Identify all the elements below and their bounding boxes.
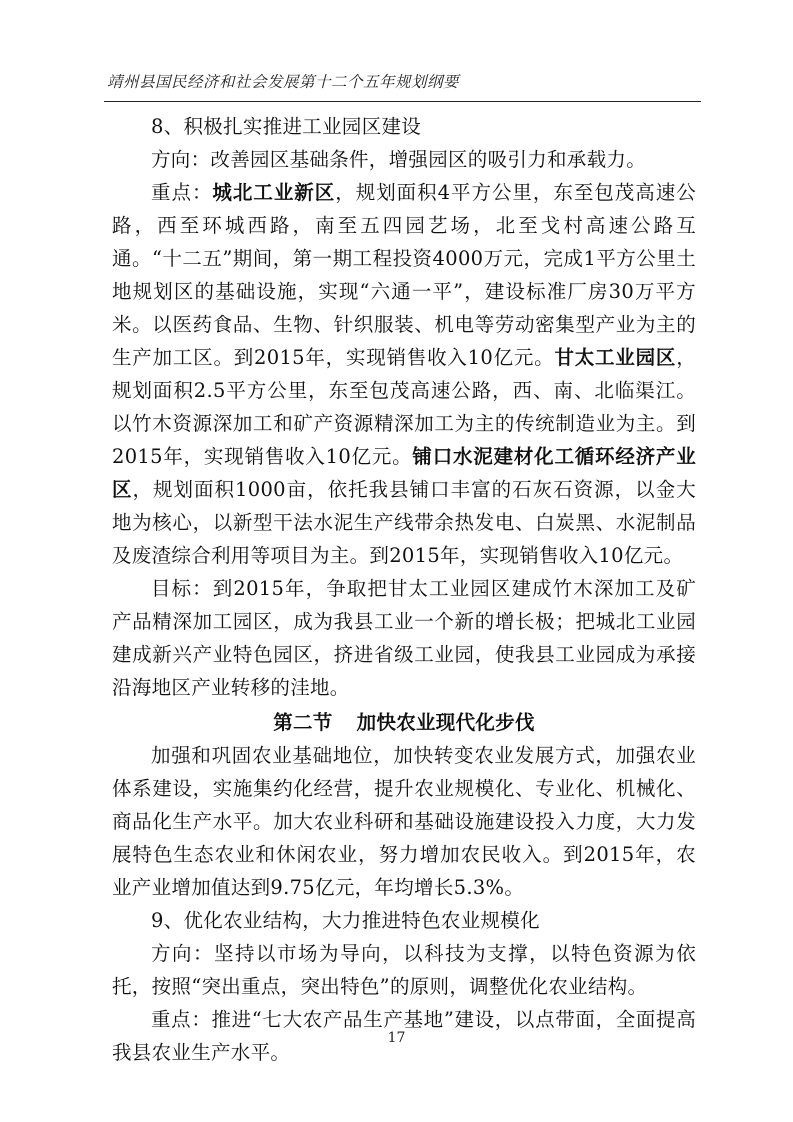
zone3-text: ，规划面积1000亩，依托我县铺口丰富的石灰石资源，以金大地为核心，以新型干法水泥生产线带余热发电、白炭黑、水泥制品及废渣综合利用等项目为主。到2015年，实现销售收入10亿元。 [112, 478, 696, 567]
item9-focus: 重点：推进“七大农产品生产基地”建设，以点带面，全面提高我县农业生产水平。 [112, 1008, 696, 1064]
item8-direction: 方向：改善园区基础条件，增强园区的吸引力和承载力。 [151, 148, 647, 171]
page-number: 17 [387, 1030, 406, 1046]
item8-focus [112, 176, 696, 572]
section-title: 加快农业现代化步伐 [356, 711, 535, 734]
zone3-name: 铺口水泥建材化工循环经济产业区 [112, 445, 696, 501]
document-body [112, 110, 696, 1069]
zone1-name: 城北工业新区 [212, 181, 336, 204]
zone1-text: ，规划面积4平方公里，东至包茂高速公路，西至环城西路，南至五四园艺场，北至戈村高速公路互通。“十二五”期间，第一期工程投资4000万元，完成1平方公里土地规划区的基础设施，实现“六通一平”，建设标准厂房30万平方米。以医药食品、生物、针织服装、机电等劳动密集型产业为主的生产加工区。到2015年，实现销售收入10亿元。 [112, 181, 696, 369]
header-rule [104, 101, 701, 102]
item8-heading: 8、积极扎实推进工业园区建设 [151, 115, 422, 138]
zone2-text: ，规划面积2.5平方公里，东至包茂高速公路，西、南、北临渠江。以竹木资源深加工和矿产资源精深加工为主的传统制造业为主。到2015年，实现销售收入10亿元。 [112, 346, 696, 468]
zone2-name: 甘太工业园区 [554, 346, 677, 369]
section-heading [112, 706, 696, 739]
running-header: 靖州县国民经济和社会发展第十二个五年规划纲要 [107, 73, 460, 91]
focus-prefix: 重点： [151, 181, 213, 204]
item8-target: 目标：到2015年，争取把甘太工业园区建成竹木深加工及矿产品精深加工园区，成为我县工业一个新的增长极；把城北工业园建成新兴产业特色园区，挤进省级工业园，使我县工业园成为承接沿海地区产业转移的洼地。 [112, 577, 696, 699]
item9-direction: 方向：坚持以市场为导向，以科技为支撑，以特色资源为依托，按照“突出重点，突出特色”的原则，调整优化农业结构。 [112, 942, 696, 998]
section-number: 第二节 [273, 711, 333, 734]
item9-heading: 9、优化农业结构，大力推进特色农业规模化 [151, 909, 540, 932]
section-intro: 加强和巩固农业基础地位，加快转变农业发展方式，加强农业体系建设，实施集约化经营，提升农业规模化、专业化、机械化、商品化生产水平。加大农业科研和基础设施建设投入力度，大力发展特色生态农业和休闲农业，努力增加农民收入。到2015年，农业产业增加值达到9.75亿元，年均增长5.3%。 [112, 744, 696, 899]
